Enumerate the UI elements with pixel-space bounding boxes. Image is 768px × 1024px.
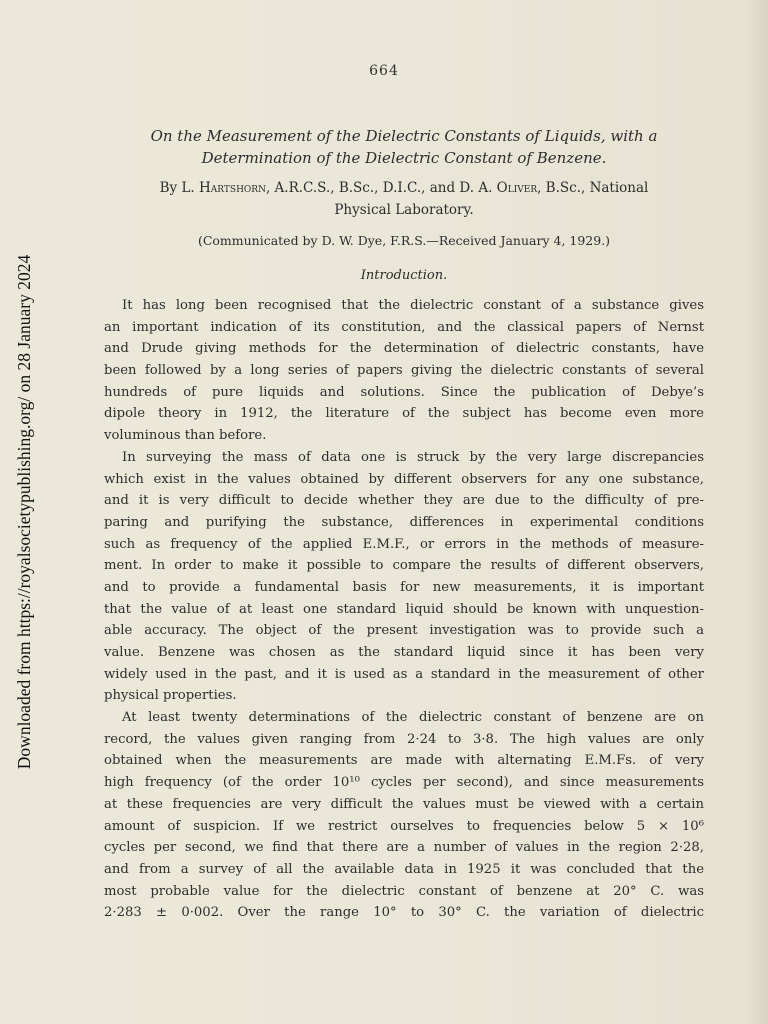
communicated-note: (Communicated by D. W. Dye, F.R.S.—Received January 4, 1929.) [197,233,611,248]
text-line: It has long been recognised that the dielectric constant of a substance gives [122,298,704,313]
text-line: an important indication of its constitution, and the classical papers of Nernst [104,319,704,335]
text-line: paring and purifying the substance, differences in experimental conditions [104,514,704,530]
text-line: able accuracy. The object of the present investigation was to provide such a [104,623,704,639]
article-title [104,125,704,169]
text-line: dipole theory in 1912, the literature of the subject has become even more [104,406,704,422]
text-line: such as frequency of the applied E.M.F., or errors in the methods of measure- [104,536,704,552]
page-number: 664 [369,63,399,79]
text-line: and Drude giving methods for the determination of dielectric constants, have [104,341,704,357]
paragraph-1 [104,295,704,447]
text-line: been followed by a long series of papers giving the dielectric constants of several [104,363,704,379]
text-line: at these frequencies are very difficult the values must be viewed with a certain [104,796,704,812]
text-line: amount of suspicion. If we restrict ourselves to frequencies below 5 × 10⁶ [104,818,704,834]
body-text [104,295,704,924]
author-1-name: L. Hartshorn [181,180,266,196]
affiliation: Physical Laboratory. [334,202,474,218]
text-line: hundreds of pure liquids and solutions. Since the publication of Debye’s [104,384,704,400]
download-watermark: Downloaded from https://royalsocietypublishing.org/ on 28 January 2024 [14,254,34,770]
text-line: and it is very difficult to decide whether they are due to the difficulty of pre- [104,493,704,509]
text-line: and to provide a fundamental basis for new measurements, it is important [104,579,704,595]
paragraph-2 [104,447,704,707]
text-line: record, the values given ranging from 2·24 to 3·8. The high values are only [104,731,704,747]
text-line: 2·283 ± 0·002. Over the range 10° to 30° C. the variation of dielectric [104,905,704,921]
text-line: At least twenty determinations of the dielectric constant of benzene are on [122,710,704,726]
text-line: cycles per second, we find that there are a number of values in the region 2·28, [104,840,704,856]
by-label: By [159,180,178,196]
text-line: voluminous than before. [104,428,267,444]
page-edge-shadow [748,0,768,1024]
author-line-1 [104,177,704,199]
title-line-2: Determination of the Dielectric Constant of Benzene. [201,149,607,167]
text-line: physical properties. [104,688,237,704]
text-line: ment. In order to make it possible to compare the results of different observers, [104,558,704,574]
text-line: obtained when the measurements are made with alternating E.M.Fs. of very [104,753,704,769]
text-line: high frequency (of the order 10¹⁰ cycles per second), and since measurements [104,775,704,791]
text-line: value. Benzene was chosen as the standard liquid since it has been very [104,645,704,660]
author-2-credentials: , B.Sc., National [537,180,649,196]
text-line: and from a survey of all the available data in 1925 it was concluded that the [104,861,704,877]
paragraph-3 [104,707,704,924]
author-2-name: D. A. Oliver [459,180,538,196]
title-line-1: On the Measurement of the Dielectric Constants of Liquids, with a [150,127,658,145]
section-heading: Introduction. [360,268,448,283]
author-1-credentials: , A.R.C.S., B.Sc., D.I.C., and [265,180,456,196]
text-line: which exist in the values obtained by different observers for any one substance, [104,471,704,487]
text-line: widely used in the past, and it is used as a standard in the measurement of other [104,666,704,682]
text-line: In surveying the mass of data one is struck by the very large discrepancies [122,449,704,465]
author-byline [104,177,704,221]
text-line: most probable value for the dielectric constant of benzene at 20° C. was [104,883,704,899]
text-line: that the value of at least one standard liquid should be known with unquestion- [104,601,704,617]
